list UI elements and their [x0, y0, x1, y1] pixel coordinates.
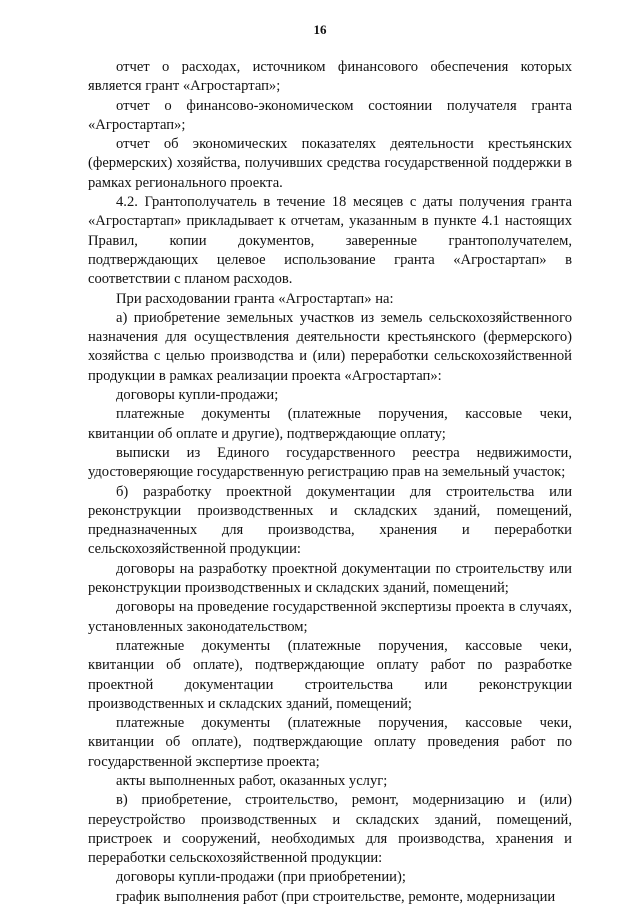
paragraph: график выполнения работ (при строительстве, ремонте, модернизации — [116, 888, 556, 905]
paragraph: отчет об экономических показателях деятельности крестьянских (фермерских) хозяйства, получивших средства государственной поддержки в рамках регионального проекта. — [88, 136, 572, 191]
paragraph: в) приобретение, строительство, ремонт, модернизацию и (или) переустройство производственных и складских зданий, помещений, пристроек и сооружений, необходимых для производства, хранения и переработки сельскохозяйственной продукции: — [88, 792, 572, 867]
paragraph: акты выполненных работ, оказанных услуг; — [116, 772, 388, 789]
document-body — [88, 58, 572, 907]
paragraph: платежные документы (платежные поручения, кассовые чеки, квитанции об оплате), подтверждающие оплату проведения работ по государственной экспертизе проекта; — [88, 715, 572, 770]
paragraph: платежные документы (платежные поручения, кассовые чеки, квитанции об оплате и другие), подтверждающие оплату; — [88, 406, 572, 442]
paragraph: договоры купли-продажи; — [116, 387, 279, 404]
page-number: 16 — [313, 22, 327, 37]
paragraph: отчет о финансово-экономическом состоянии получателя гранта «Агростартап»; — [88, 97, 572, 133]
paragraph: договоры на проведение государственной экспертизы проекта в случаях, установленных законодательством; — [88, 599, 572, 635]
paragraph: а) приобретение земельных участков из земель сельскохозяйственного назначения для осуществления деятельности крестьянского (фермерского) хозяйства с целью производства и (или) переработки сельскохозяйственной продукции в рамках реализации проекта «Агростартап»: — [88, 309, 572, 384]
paragraph: При расходовании гранта «Агростартап» на: — [116, 290, 394, 307]
paragraph: выписки из Единого государственного реестра недвижимости, удостоверяющие государственную регистрацию прав на земельный участок; — [88, 444, 572, 481]
paragraph: договоры на разработку проектной документации по строительству или реконструкции производственных и складских зданий, помещений; — [88, 560, 572, 597]
paragraph: б) разработку проектной документации для строительства или реконструкции производственных и складских зданий, помещений, предназначенных для производства, хранения и переработки сельскохозяйственной продукции: — [88, 483, 572, 558]
paragraph: договоры купли-продажи (при приобретении); — [116, 869, 406, 886]
paragraph: 4.2. Грантополучатель в течение 18 месяцев с даты получения гранта «Агростартап» прикладывает к отчетам, указанным в пункте 4.1 настоящих Правил, копии документов, заверенные грантополучателем, подтверждающих целевое использование гранта «Агростартап» в соответствии с планом расходов. — [88, 194, 572, 288]
paragraph: отчет о расходах, источником финансового обеспечения которых является грант «Агростартап»; — [88, 59, 572, 95]
paragraph: платежные документы (платежные поручения, кассовые чеки, квитанции об оплате), подтверждающие оплату работ по разработке проектной документации строительства или реконструкции производственных и складских зданий, помещений; — [88, 637, 572, 712]
